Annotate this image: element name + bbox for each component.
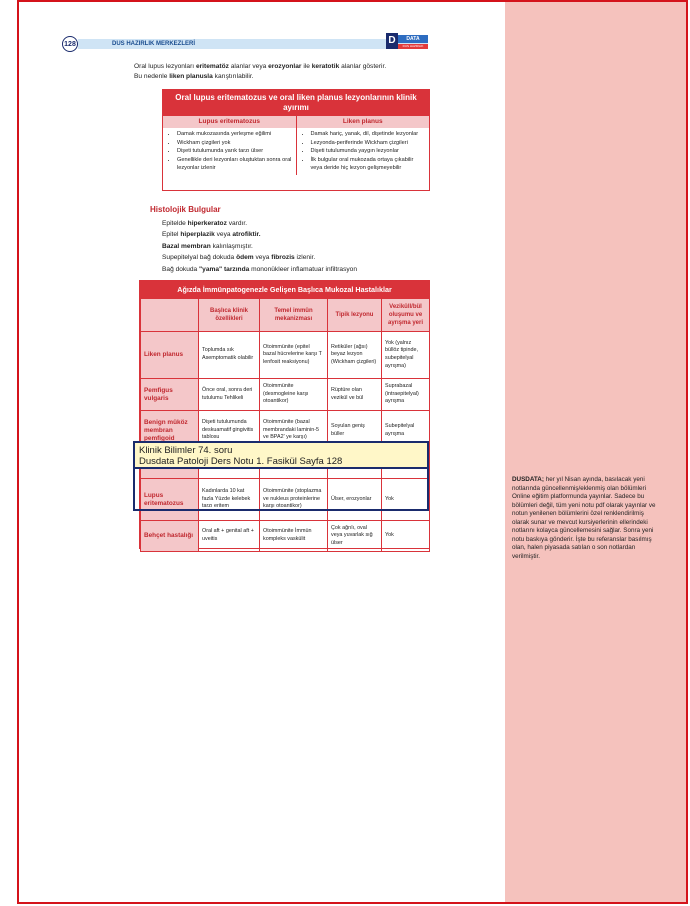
reference-callout [133, 441, 429, 469]
side-note [512, 476, 662, 561]
lupus-features [163, 128, 297, 175]
table-cell: Toplumda sık Asemptomatik olabilir [199, 332, 260, 379]
header-cell [141, 299, 199, 332]
mucosal-table-title: Ağızda İmmünpatogenezle Gelişen Başlıca Mukozal Hastalıklar [140, 281, 429, 298]
table-cell: Subepitelyal ayrışma [382, 411, 430, 451]
side-note-label: DUSDATA; [512, 476, 544, 483]
table-cell: Otoimmünite (desmogleine karşı otoantikor) [260, 379, 328, 411]
table-cell: Çok ağrılı, oval veya yuvarlak sığ ülser [328, 521, 382, 552]
table-cell: Rüptüre olan vezikül ve bül [328, 379, 382, 411]
intro-text: Oral lupus lezyonları eritematöz alanlar veya erozyonlar ile keratotik alanlar gösterir. Bu nedenle liken planusla karıştırılabilir. [134, 63, 387, 80]
page-header [62, 36, 430, 52]
histology-findings: Epitelde hiperkeratoz vardır. Epitel hiperplazik veya atrofiktir. Bazal membran kalınlaşmıştır. Supepitelyal bağ dokuda ödem veya fibrozis izlenir. Bağ dokuda "yama" tarzında mononükleer inflamatuar infiltrasyon [162, 220, 358, 273]
row-header: Lupus eritematozus [141, 479, 199, 521]
table-cell: Soyulan geniş büller [328, 411, 382, 451]
table-cell: Yok (yalnız büllöz tipinde, subepitelyal ayrışma) [382, 332, 430, 379]
list-item: • Dişeti tutulumunda yaygın lezyonlar [311, 147, 426, 156]
highlight-frame [133, 469, 429, 511]
side-note-text: her yıl Nisan ayında, basılacak yeni notlarında güncellenmiş/eklenmiş olan bölümleri Online eğitim platformunda yayınlar. Sadece bu bölümleri değil, tüm yeni notu pdf olarak yayınlar ve notun yenilenen bölümlerini özel renklendirilmiş olarak sunar ve mevcut kursiyerlerinin ellerindeki notlarını kolayca güncellemesini sağlar. Sonra yeni notu baskıya gönderir. İşte bu referanslar basılmış olan, halen piyasada satılan o son notlardan verilmiştir. [512, 476, 656, 560]
liken-features [297, 128, 430, 175]
table-row [141, 332, 430, 379]
header-title: DUS HAZIRLIK MERKEZLERİ [112, 41, 195, 47]
page-number: 128 [62, 36, 78, 52]
table-cell: Yok [382, 479, 430, 521]
col-liken-header: Liken planus [342, 118, 383, 125]
table-row [141, 521, 430, 552]
differential-table [162, 89, 430, 191]
list-item: • Genellikle deri lezyonları oluştuktan sonra oral lezyonlar izlenir [177, 156, 292, 173]
header-cell: Temel immün mekanizması [260, 299, 328, 332]
list-item: • Damak hariç, yanak, dil, dişetinde lezyonlar [311, 130, 426, 139]
side-panel [505, 2, 686, 902]
table-cell: Önce oral, sonra deri tutulumu Tehlikeli [199, 379, 260, 411]
table-cell: Dişeti tutulumunda deskuamatif gingivitis tablosu [199, 411, 260, 451]
table-row [141, 379, 430, 411]
table-cell: Ülser, erozyonlar [328, 479, 382, 521]
logo-mark: D [386, 33, 398, 49]
header-cell: Başlıca klinik özellikleri [199, 299, 260, 332]
histology-title: Histolojik Bulgular [150, 205, 221, 214]
list-item: • Dişeti tutulumunda yarık tarzı ülser [177, 147, 292, 156]
reference-source: Dusdata Patoloji Ders Notu 1. Fasikül Sayfa 128 [139, 456, 343, 467]
differential-table-title: Oral lupus eritematozus ve oral liken planus lezyonlarının klinik ayırımı [163, 90, 429, 116]
table-cell: Otoimmünite (epitel bazal hücrelerine karşı T lenfosit reaksiyonu) [260, 332, 328, 379]
row-header: Benign müköz membran pemfigoid [141, 411, 199, 451]
logo-sub: DUS HAZIRLIK MERKEZLERİ [398, 44, 428, 49]
table-cell: Retiküler (ağsı) beyaz lezyon (Wickham çizgileri) [328, 332, 382, 379]
col-lupus-header: Lupus eritematozus [163, 116, 297, 128]
row-header: Liken planus [141, 332, 199, 379]
list-item: • Wickham çizgileri yok [177, 139, 292, 148]
table-cell: Suprabazal (intraepitelyal) ayrışma [382, 379, 430, 411]
row-header: Behçet hastalığı [141, 521, 199, 552]
header-cell: Tipik lezyonu [328, 299, 382, 332]
table-cell: Kadınlarda 10 kat fazla Yüzde kelebek tarzı eritem [199, 479, 260, 521]
logo-word: DATA [398, 35, 428, 43]
dusdata-logo [386, 33, 430, 53]
header-cell: Veziküll/bül oluşumu ve ayrışma yeri [382, 299, 430, 332]
list-item: • Damak mukozasında yerleşme eğilimi [177, 130, 292, 139]
table-cell: Otoimmünite (bazal membrandaki laminin-5 ve BPA2' ye karşı) [260, 411, 328, 451]
table-cell: Otoimmünite (stoplazma ve nukleus proteinlerine karşı otoantikor) [260, 479, 328, 521]
table-cell: Oral aft + genital aft + uveitis [199, 521, 260, 552]
list-item: • Lezyonda-periferinde Wickham çizgileri [311, 139, 426, 148]
table-header-row [141, 299, 430, 332]
table-cell: Yok [382, 521, 430, 552]
row-header: Pemfigus vulgaris [141, 379, 199, 411]
reference-question: Klinik Bilimler 74. soru [139, 445, 233, 456]
table-cell: Otoimmünite İmmün kompleks vaskülit [260, 521, 328, 552]
list-item: • İlk bulgular oral mukozada ortaya çıkabilir veya deride hiç lezyon gelişmeyebilir [311, 156, 426, 173]
